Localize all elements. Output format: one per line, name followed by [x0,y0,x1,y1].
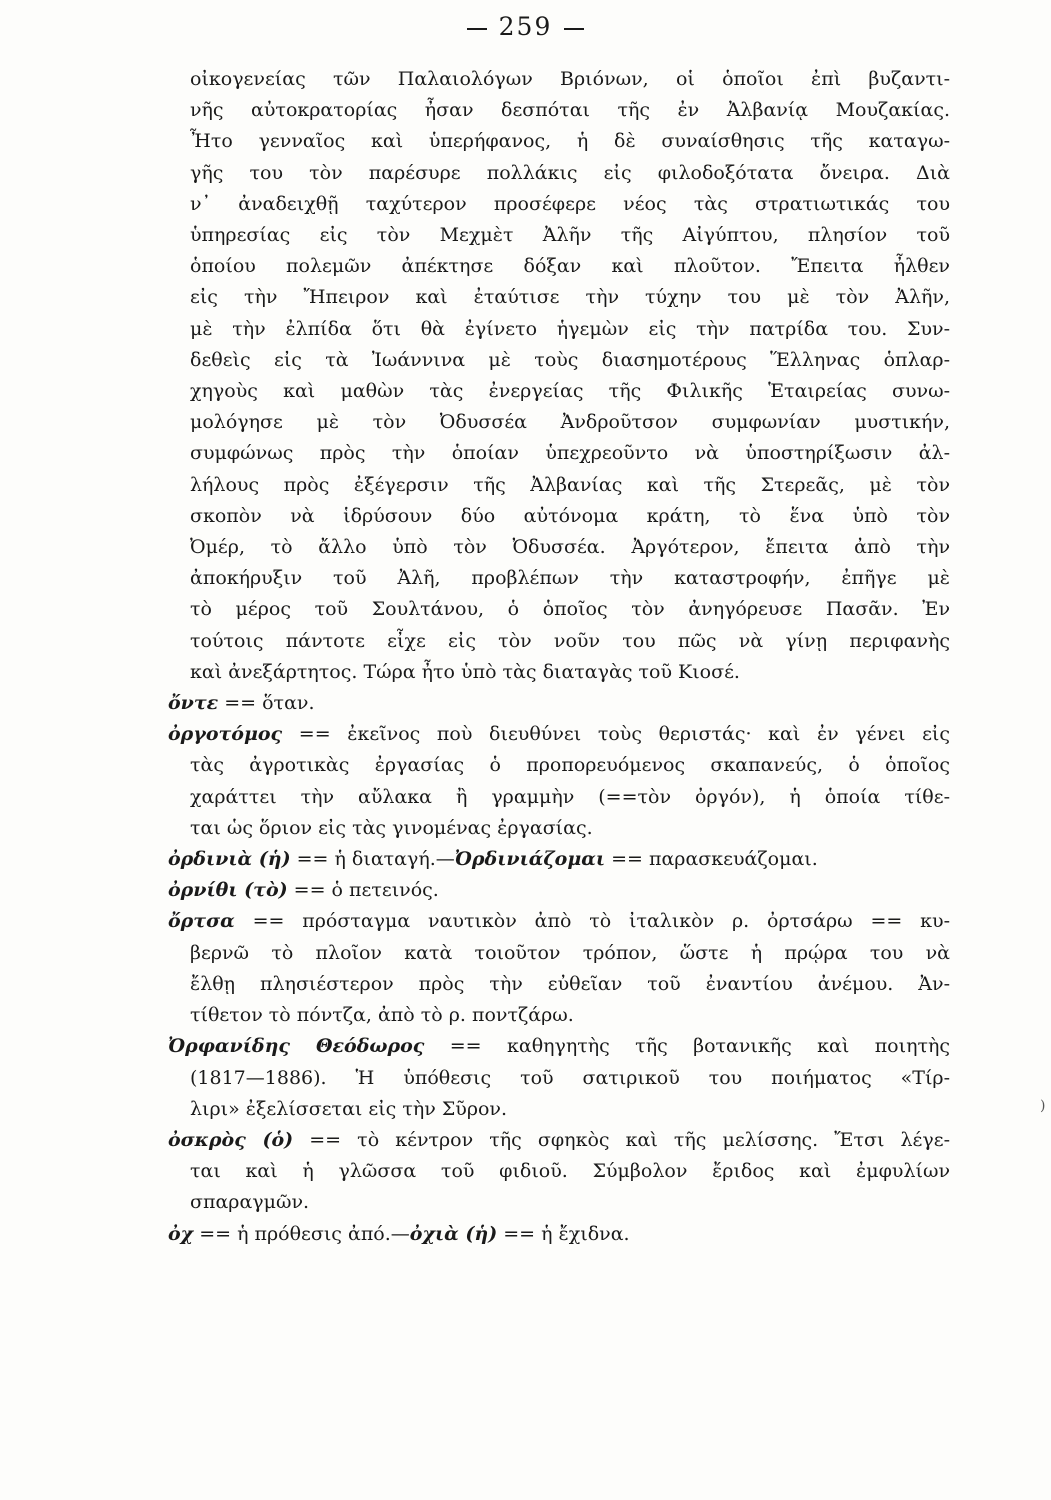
text-line: ται ὡς ὅριον εἰς τὰς γινομένας ἐργασίας. [190,816,593,839]
glossary-entry-orfanidis [168,1031,950,1125]
text-line: λιρι» ἐξελίσσεται εἰς τὴν Σῦρον. [190,1097,508,1120]
entry-definition: == ὅταν. [218,692,315,715]
text-line: τὰς ἀγροτικὰς ἐργασίας ὁ προπορευόμενος σκαπανεύς, ὁ ὁποῖος [190,754,950,777]
entry-headword: ὀργοτόμος [168,723,283,746]
text-line: δεθεὶς εἰς τὰ Ἰωάννινα μὲ τοὺς διασημοτέρους Ἕλληνας ὁπλαρ- [190,348,950,371]
glossary-entry-och [168,1219,950,1250]
glossary-entry-onte [168,688,950,719]
entry-headword: ὀρνίθι (τὸ) [168,879,288,902]
entry-headword-secondary: ὀχιὰ (ἡ) [409,1222,498,1245]
text-line: ὁποίου πολεμῶν ἀπέκτησε δόξαν καὶ πλοῦτον. Ἔπειτα ἦλθεν [190,255,950,278]
text-line: (1817—1886). Ἡ ὑπόθεσις τοῦ σατιρικοῦ του ποιήματος «Τίρ- [190,1066,950,1089]
text-line: ἔλθῃ πλησιέστερον πρὸς τὴν εὐθεῖαν τοῦ ἐναντίου ἀνέμου. Ἀν- [190,972,950,995]
text-line: τούτοις πάντοτε εἶχε εἰς τὸν νοῦν του πῶς νὰ γίνῃ περιφανὴς [190,629,950,652]
entry-headword: ὀχ [168,1222,194,1245]
text-line: σπαραγμῶν. [190,1191,310,1214]
glossary-entry-orgotomos [168,719,950,844]
page-number: 259 [0,12,1051,41]
glossary-entry-ortsa [168,906,950,1031]
entry-definition: == πρόσταγμα ναυτικὸν ἀπὸ τὸ ἰταλικὸν ρ. ὀρτσάρω == κυ- [234,910,950,933]
text-line: ὑπηρεσίας εἰς τὸν Μεχμὲτ Ἀλῆν τῆς Αἰγύπτου, πλησίον τοῦ [190,224,950,247]
entry-headword: ὀσκρὸς (ὁ) [168,1128,294,1151]
glossary-entry-oskros [168,1125,950,1219]
text-line: ἀποκήρυξιν τοῦ Ἀλῆ, προβλέπων τὴν καταστροφήν, ἐπῆγε μὲ [190,567,950,590]
text-line: Ἦτο γενναῖος καὶ ὑπερήφανος, ἡ δὲ συναίσθησις τῆς καταγω- [190,130,950,153]
entry-definition: == καθηγητὴς τῆς βοτανικῆς καὶ ποιητὴς [424,1035,950,1058]
text-line: τὸ μέρος τοῦ Σουλτάνου, ὁ ὁποῖος τὸν ἀνηγόρευσε Πασᾶν. Ἐν [190,598,950,621]
entry-headword: ὄρτσα [168,910,235,933]
glossary-entry-ornithi [168,875,950,906]
text-line: νῆς αὐτοκρατορίας ἦσαν δεσπόται τῆς ἐν Ἀλβανίᾳ Μουζακίας. [190,99,950,122]
text-line: εἰς τὴν Ἤπειρον καὶ ἐταύτισε τὴν τύχην του μὲ τὸν Ἀλῆν, [190,286,950,309]
text-line: μὲ τὴν ἐλπίδα ὅτι θὰ ἐγίνετο ἡγεμὼν εἰς τὴν πατρίδα του. Συν- [190,317,950,340]
text-line: μολόγησε μὲ τὸν Ὀδυσσέα Ἀνδροῦτσον συμφωνίαν μυστικήν, [190,411,950,434]
text-line: βερνῶ τὸ πλοῖον κατὰ τοιοῦτον τρόπον, ὥστε ἡ πρῴρα του νὰ [190,941,950,964]
entry-definition: == ἐκεῖνος ποὺ διευθύνει τοὺς θεριστάς· καὶ ἐν γένει εἰς [282,723,950,746]
text-line: ται καὶ ἡ γλῶσσα τοῦ φιδιοῦ. Σύμβολον ἔριδος καὶ ἐμφυλίων [190,1160,950,1183]
text-line: χηγοὺς καὶ μαθὼν τὰς ἐνεργείας τῆς Φιλικῆς Ἑταιρείας συνω- [190,380,950,403]
entry-headword: ὀρδινιὰ (ἡ) [168,848,291,871]
text-line: γῆς του τὸν παρέσυρε πολλάκις εἰς φιλοδοξότατα ὄνειρα. Διὰ [190,161,950,184]
text-line: χαράττει τὴν αὔλακα ἢ γραμμὴν (==τὸν ὀργόν), ἡ ὁποία τίθε- [190,785,950,808]
entry-headword-secondary: Ὀρδινιάζομαι [454,848,606,871]
text-line: λήλους πρὸς ἐξέγερσιν τῆς Ἀλβανίας καὶ τῆς Στερεᾶς, μὲ τὸν [190,473,950,496]
entry-definition: == ὁ πετεινός. [287,879,439,902]
text-line: συμφώνως πρὸς τὴν ὁποίαν ὑπεχρεοῦντο νὰ ὑποστηρίξωσιν ἀλ- [190,442,950,465]
text-line: οἰκογενείας τῶν Παλαιολόγων Βριόνων, οἱ ὁποῖοι ἐπὶ βυζαντι- [190,68,950,90]
entry-definition: == ἡ ἔχιδνα. [497,1222,630,1245]
margin-mark: ) [1040,1098,1046,1114]
entry-headword: ὄντε [168,692,219,715]
text-line: Ὀμέρ, τὸ ἄλλο ὑπὸ τὸν Ὀδυσσέα. Ἀργότερον, ἔπειτα ἀπὸ τὴν [190,536,950,559]
entry-definition: == τὸ κέντρον τῆς σφηκὸς καὶ τῆς μελίσσης. Ἔτσι λέγε- [293,1128,950,1151]
entry-definition: == ἡ πρόθεσις ἀπό.— [193,1222,410,1245]
text-line: τίθετον τὸ πόντζα, ἀπὸ τὸ ρ. ποντζάρω. [190,1004,574,1027]
text-line: ν᾽ ἀναδειχθῇ ταχύτερον προσέφερε νέος τὰς στρατιωτικάς του [190,192,950,215]
entry-definition: == παρασκευάζομαι. [605,848,818,871]
entry-headword: Ὀρφανίδης Θεόδωρος [168,1035,425,1058]
document-body [168,64,950,1250]
entry-definition: == ἡ διαταγή.— [290,848,455,871]
paragraph [190,64,950,688]
text-line: σκοπὸν νὰ ἱδρύσουν δύο αὐτόνομα κράτη, τὸ ἕνα ὑπὸ τὸν [190,504,950,527]
glossary-entry-ordinia [168,844,950,875]
text-line: καὶ ἀνεξάρτητος. Τώρα ἦτο ὑπὸ τὰς διαταγὰς τοῦ Κιοσέ. [190,660,740,683]
